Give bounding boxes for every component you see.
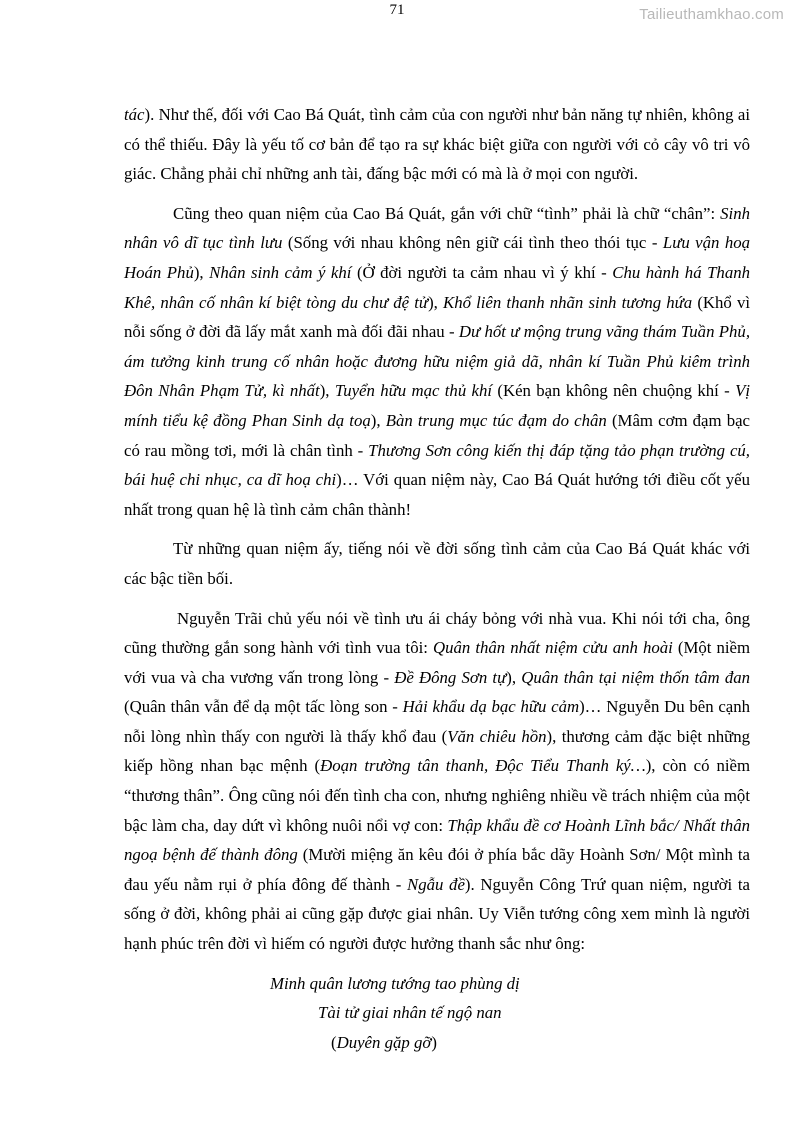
text: ), — [193, 262, 210, 282]
text: (Sống với nhau không nên giữ cái tình theo thói tục - — [282, 233, 663, 253]
text: (Kén bạn không nên chuộng khí - — [492, 381, 736, 401]
text: (Ở đời người ta cảm nhau vì ý khí - — [351, 262, 613, 282]
text: )… Với quan niệm này, Cao Bá Quát hướng tới điều cốt yếu nhất trong quan hệ là tình cảm chân thành! — [124, 470, 750, 519]
text-italic: Minh quân lương tướng tao phùng dị — [270, 973, 520, 993]
text-italic: tác — [124, 105, 145, 124]
text-italic: Đề Đông Sơn tự — [394, 667, 507, 687]
text: ) — [431, 1032, 437, 1052]
text-italic: Lưu vận hoạ Hoán Phủ — [124, 233, 751, 282]
text: ), — [428, 292, 443, 312]
text: ), — [506, 667, 522, 687]
text-italic: Sinh nhân vô dĩ tục tình lưu — [124, 203, 750, 253]
text-italic: Vị mính tiểu kệ đồng Phan Sinh dạ toạ — [124, 381, 750, 430]
text-italic: Quân thân nhất niệm cửu anh hoài — [432, 638, 673, 658]
poem-line-1 — [124, 969, 750, 999]
paragraph-2 — [124, 199, 750, 525]
paragraph-1 — [124, 100, 750, 189]
text: )… Nguyễn Du bên cạnh nỗi lòng nhìn thấy con người là thấy khổ đau ( — [124, 697, 751, 746]
page-number: 71 — [389, 2, 405, 18]
text: ), thương cảm đặc biệt những kiếp hồng nhan bạc mệnh ( — [124, 726, 751, 776]
text-italic: Duyên gặp gỡ — [336, 1032, 432, 1052]
paragraph-4 — [124, 604, 750, 959]
text: Cũng theo quan niệm của Cao Bá Quát, gắn với chữ “tình” phải là chữ “chân”: — [173, 203, 721, 223]
text: ). Như thế, đối với Cao Bá Quát, tình cảm của con người như bản năng tự nhiên, không ai có thể thiếu. Đây là yếu tố cơ bản để tạo ra sự khác biệt giữa con người với cỏ cây vô tri vô giác. Chẳng phải chỉ những anh tài, đấng bậc mới có mà là ở mọi con người. — [124, 105, 750, 184]
poem-line-2 — [124, 998, 750, 1028]
text: (Quân thân vẫn để dạ một tấc lòng son - — [124, 697, 403, 717]
text-italic: Ngẫu đề — [407, 874, 465, 894]
text-italic: Thập khẩu đề cơ Hoành Lĩnh bắc/ Nhất thân ngoạ bệnh đế thành đông — [124, 815, 750, 865]
text: ( — [331, 1032, 337, 1052]
text: (Khổ vì nỗi sống ở đời đã lấy mắt xanh mà đối đãi nhau - — [124, 292, 750, 342]
poem-quote — [124, 969, 750, 1058]
text: (Mâm cơm đạm bạc có rau mồng tơi, mới là chân tình - — [124, 410, 750, 460]
text: ). Nguyễn Công Trứ quan niệm, người ta sống ở đời, không phải ai cũng gặp được giai nhân. Uy Viễn tướng công xem mình là người hạnh phúc trên đời vì hiếm có người được hưởng thanh sắc như ông: — [124, 874, 750, 954]
text-italic: Dư hốt ư mộng trung vãng thám Tuần Phủ, ám tưởng kinh trung cố nhân hoặc đương hữu niệm giả dã, nhân kí Tuần Phủ kiêm trình Đôn Nhân Phạm Tử, kì nhất — [124, 322, 751, 401]
paragraph-3: Từ những quan niệm ấy, tiếng nói về đời sống tình cảm của Cao Bá Quát khác với các bậc tiền bối. — [124, 539, 750, 588]
text-italic: Hải khẩu dạ bạc hữu cảm — [402, 697, 580, 717]
text-italic: Chu hành há Thanh Khê, nhân cố nhân kí biệt tòng du chư đệ tử — [124, 262, 750, 312]
text-italic: Bàn trung mục túc đạm do chân — [385, 410, 607, 430]
text-italic: Quân thân tại niệm thốn tâm đan — [521, 667, 751, 687]
text-italic: Văn chiêu hồn — [447, 726, 547, 746]
text: ), — [319, 381, 335, 401]
document-body — [124, 100, 750, 1057]
poem-source — [124, 1028, 750, 1058]
text-italic: Khổ liên thanh nhãn sinh tương hứa — [443, 292, 693, 312]
text: (Mười miệng ăn kêu đói ở phía bắc dãy Hoành Sơn/ Một mình ta đau yếu nằm rụi ở phía đông đế thành - — [124, 845, 750, 894]
text-italic: Tài tử giai nhân tế ngộ nan — [318, 1003, 502, 1023]
text: Nguyễn Trãi chủ yếu nói về tình ưu ái cháy bỏng với nhà vua. Khi nói tới cha, ông cũng thường gắn song hành với tình vua tôi: — [124, 608, 750, 658]
text-italic: Đoạn trường tân thanh, Độc Tiểu Thanh ký… — [320, 756, 646, 776]
watermark: Tailieuthamkhao.com — [639, 6, 784, 23]
text-italic: Tuyển hữu mạc thủ khí — [334, 381, 493, 401]
text: (Một niềm với vua và cha vương vấn trong lòng - — [124, 638, 751, 687]
text-italic: Nhân sinh cảm ý khí — [209, 262, 352, 282]
text-italic: Thương Sơn công kiến thị đáp tặng tảo phạn trường cú, bái huệ chi nhục, ca dĩ hoạ chi — [124, 440, 750, 490]
text: ), còn có niềm “thương thân”. Ông cũng nói đến tình cha con, nhưng nghiêng nhiều về trách nhiệm của một bậc làm cha, day dứt vì không nuôi nổi vợ con: — [124, 756, 750, 835]
text: ), — [370, 410, 386, 430]
